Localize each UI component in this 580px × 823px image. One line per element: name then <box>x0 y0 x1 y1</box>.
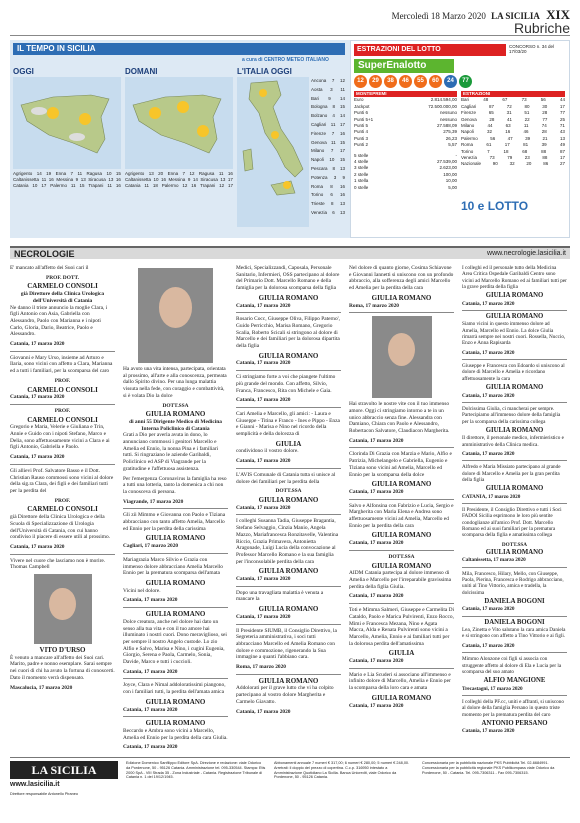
notice-separator <box>462 460 567 461</box>
notice-separator <box>462 402 567 403</box>
place-date: Catania, 17 marzo 2020 <box>349 658 404 665</box>
title-line: già Direttore della Clinica Urologica dell'Università di Catania <box>20 291 105 304</box>
place-date: Catania, 17 marzo 2020 <box>462 728 515 735</box>
diecielotto-logo: 10 e LOTTO <box>461 199 529 213</box>
notice-text: Gli allievi Prof. Salvatore Basso e il Dott. Christian Rauso commossi sono vicini al dolore della sig.ra Clara, dei figli e dei familiari tutti per la perdita del <box>10 467 114 494</box>
necrologie-label: NECROLOGIE <box>14 249 75 259</box>
notice-separator <box>349 550 454 551</box>
place-date: Catania, 17 marzo 2020 <box>349 702 404 709</box>
notice-separator <box>349 312 454 313</box>
obituary-column-1 <box>10 265 115 692</box>
notice-text: Ci stringiamo forte a voi che piangete l'ultimo più grande del mondo. Con affetto, Silvio, Franca, Francesco, Rita con Michele e Gaia. <box>236 374 336 394</box>
paper-name: LA SICILIA <box>491 11 540 21</box>
number-ball: 38 <box>384 75 397 88</box>
deceased-name: GIULIA ROMANO <box>145 697 206 706</box>
sun-icon <box>271 131 279 139</box>
lotto-contest: CONCORSO n. 34 del 17/03/20 <box>509 44 555 54</box>
deceased-name: GIULIA ROMANO <box>258 567 319 576</box>
place-date: Catania, 17 marzo 2020 <box>349 437 404 444</box>
notice-separator <box>236 514 341 515</box>
notice-text: Toti e Mimma Salmeri, Giuseppe e Carmelita Di Cataldo, Paolo e Marica Pulvirenti, Enzo Rocco, Mimi e Francesca Mezana, Nino e Agata Macca, Alda e Renata Pulvirenti sono vicini a Marcello, Amelia, Ennio e ai familiari tutti per la dolorosa perdita dell'amatissima <box>349 607 455 647</box>
place-date: Catania, 17 marzo 2020 <box>462 642 515 649</box>
notice-separator <box>462 310 567 311</box>
notice-text: Giuseppe e Francesca con Edoardo si uniscono al dolore di Marcello e Amelia e ricordano affettuosamente la cara <box>462 363 565 382</box>
place-date: Catania, 17 marzo 2020 <box>349 488 404 495</box>
header-rule <box>10 35 570 36</box>
place-date: Trecastagni, 17 marzo 2020 <box>462 685 523 692</box>
notice-text: già Direttore della Clinica Urologica e della Scuola di Specializzazione di Urologia dell'Università di Catania, con cui hanno condiviso il piacere di essere utili al prossimo. <box>10 514 111 541</box>
director-line: Direttore responsabile Antonello Piraneo <box>10 792 78 796</box>
deceased-name: GIULIA ROMANO <box>258 293 319 302</box>
deceased-name: GIULIA ROMANO <box>371 480 432 489</box>
place-date: Catania, 17 marzo 2020 <box>236 302 291 309</box>
notice-separator <box>462 359 567 360</box>
sun-icon <box>149 107 161 119</box>
deceased-name: GIULIA ROMANO <box>258 676 319 685</box>
notice-text: Dopo una travagliata malattia è venuta a mancare la <box>236 589 324 603</box>
deceased-name: GIULIA ROMANO <box>485 485 544 493</box>
title-line: DOTT.SSA <box>501 541 528 548</box>
notice-separator <box>10 554 115 555</box>
notice-separator <box>349 668 454 669</box>
notice-text: Nel dolore di quanto giorne, Cosima Schiavone e Giovanni Iannetti si uniscono con un profondo abbraccio, alla sofferenza degli amici Marcello ed Amelia per la perdita della cara <box>349 265 454 292</box>
deceased-name: GIULIA ROMANO <box>258 495 319 504</box>
notice-text: Vicini nel dolore. <box>123 587 161 594</box>
notice-text: Beccardo e Ambra sono vicini a Marcello, Amelia ed Ennio per la perdita della cara Giulia. <box>123 727 228 741</box>
place-date: Caltanissetta, 17 marzo 2020 <box>462 557 526 564</box>
footer-advertising: Concessionaria per la pubblicità nazionale PKS Pubblicità Tel. 02-6684991. Concessionaria per la pubblicità regionale PKS Publikompass viale Odorico da Pordenone, 50 - Catania. Tel. 095-7306311 - Fax 095-7306315. <box>422 761 555 775</box>
title-line: PROF. <box>54 497 71 504</box>
notice-text: Joyce, Clara e Nimal addoloratissimi piangono, con i familiari tutti, la perdita dell'amata amica <box>123 682 226 696</box>
notice-text: È venuto a mancare all'affetto dei Suoi cari. Marito, padre e nonno esemplare. Sarai sempre nei cuori di chi ha avuto la fortuna di conoscerti. Dato il momento verrà dispensato. <box>10 654 115 681</box>
footer-site: www.lasicilia.it <box>10 781 60 788</box>
notice-separator <box>236 370 341 371</box>
deceased-name: GIULIA ROMANO <box>485 549 544 557</box>
necrologie-bar <box>10 246 570 259</box>
portrait-photo <box>34 574 92 644</box>
place-date: Catania, 17 marzo 2020 <box>236 360 291 367</box>
notice-text: Grati a Dio per averla avuta in dono, lo annunciano commossi i genitori Marcello e Amelia ed Ennio, la nonna Pina e i familiari tutti. Si ringraziano le aziende Garibaldi, Policlinico ed ASP di Viagrande per la gratitudine e l'affettuosa assistenza. <box>123 432 219 472</box>
notice-separator <box>462 652 567 653</box>
place-date: Catania, 17 marzo 2020 <box>236 708 291 715</box>
place-date: Catania, 17 marzo 2020 <box>349 593 404 600</box>
superstar-ball: 77 <box>459 75 472 88</box>
notice-text: I colleghi Susanna Tadia, Giuseppe Bragantia, Stefano Selvaggio, Cinzia Manio, Angela Mazzo, Mariafrancesca Ronzitavelle, Valentina Riccio, Grazia Primavera, Antonietta Aragonade, Luigi Lucia della convocazione al Professor Marcello Romano e la sua famiglia per l'inconsolabile perdita della cara <box>236 518 339 565</box>
notice-text: Medici, Specializzandi, Caposala, Personale Sanitario, Infermieri, OSS partecipano al dolore del Primario Dott. Marcello Romano e della famiglia per la dolorosa scomparsa della figlia <box>236 265 340 292</box>
notice-text: Il Presidente SIUMB, il Consiglio Direttivo, la Segreteria amministrativa, i soci tutti abbracciano Marcello ed Amelia Romano con dolore e commozione, rigenerando la Sua immagine a quanti l'abbiano cara. <box>236 627 337 661</box>
notice-text: Per l'emergenza Coronavirus la famiglia ha reso a tutti una lotteria, tanto la domenica a chi non la conosceva di persona. <box>123 475 227 495</box>
title-line: DOTT.SSA <box>275 488 302 495</box>
notice-text: condividono il vostro dolore. <box>236 448 299 455</box>
title-line: PROF. <box>54 377 71 384</box>
notice-text: Vivere nel cuore che lasciamo non è morire. Thomas Campbell <box>10 557 106 571</box>
notice-separator <box>10 464 115 465</box>
city-temps: Agrigento 13 20 Enna 7 12 Ragusa 11 16 Caltanissetta 10 16 Messina 9 14 Siracusa 13 17 Catania 11 18 Palermo 12 16 Trapani 12 17 <box>125 171 233 188</box>
notice-separator <box>236 312 341 313</box>
number-ball: 12 <box>354 75 367 88</box>
place-date: Catania, 17 marzo 2020 <box>462 349 515 356</box>
notice-separator <box>123 607 228 608</box>
weather-box <box>10 40 348 238</box>
page-header <box>0 0 580 36</box>
title-line: PROF. <box>54 407 71 414</box>
notice-text: Mariagrazia Marco Silvio e Grazia con immenso dolore abbracciano Amelia Marcello Ennio per la prematura scomparsa dell'amata <box>123 556 223 577</box>
number-ball: 46 <box>399 75 412 88</box>
deceased-name: GIULIA ROMANO <box>485 292 544 300</box>
sun-icon <box>283 181 291 189</box>
place-date: Catania, 17 marzo 2020 <box>10 394 65 401</box>
notice-text: Alfredo e Maria Missiato partecipano al grande dolore di Marcello e Amelia per la gran perdita della figlia <box>462 464 561 483</box>
obituary-column-2 <box>123 265 228 752</box>
notice-text: Giovanni e Mary Urso, insieme ad Arturo e Ilaria, sono vicini con affetto a Clara, Marianna ed a tutti i familiari, per la scomparsa del caro <box>10 354 113 375</box>
title-line: DOTT.SSA <box>162 402 189 409</box>
page-number: XIX <box>546 7 570 22</box>
place-date: Catania, 17 marzo 2020 <box>236 613 291 620</box>
deceased-name: VITO D'URSO <box>39 646 86 655</box>
footer-subscriptions: Abbonamenti annuale 7 numeri € 317,00; 6 numeri € 280,00; 5 numeri € 248,00. Arretrati: il doppio del prezzo di copertina. C.c.p. 316950 intestato a Amministrazione Quotidiano La Sicilia. Banca Unicredit, viale Odorico da Pordenone, 50 - 95126 Catania. <box>274 761 410 780</box>
notice-separator <box>236 624 341 625</box>
notice-separator <box>10 351 115 352</box>
deceased-name: DANIELA BOGONI <box>484 618 545 626</box>
place-date: Catania, 17 marzo 2020 <box>236 504 291 511</box>
deceased-name: GIULIA ROMANO <box>258 351 319 360</box>
notice-text: Dolcissima Giulia, ci mancherai per sempre. Partecipiamo all'immenso dolore della famiglia per la scomparsa della carissima collega <box>462 405 561 425</box>
cloud-icon <box>31 107 47 115</box>
title-line: di anni 55 Dirigente Medico di Medicina Interna Policlinico di Catania <box>129 418 222 432</box>
portrait-photo <box>372 316 432 398</box>
notice-text: Clorinda Di Grazia con Marzia e Mario, Alfio e Patrizia, Michelangelo e Gabriella, Eugenio e Tiziana sono vicini ad Amelia, Marcello ed Ennio per la scomparsa della dolce <box>349 451 452 478</box>
notice-separator <box>123 553 228 554</box>
notice-separator <box>349 499 454 500</box>
notice-separator <box>462 567 567 568</box>
jolly-ball: 24 <box>444 75 457 88</box>
deceased-name: GIULIA <box>388 649 415 658</box>
notice-text: Addolorati per il grave lutto che vi ha colpito partecipano al vostro dolore Margherita e Carmelo Giavatto. <box>236 685 334 705</box>
notice-text: Mario e Lia Scuderi si associano all'immenso e infinito dolore di Marcello, Amelia e Ennio per la scomparsa della loro cara e amata <box>349 671 451 692</box>
notice-separator <box>236 586 341 587</box>
weather-title: IL TEMPO IN SICILIA <box>13 43 345 55</box>
place-date: Viagrande, 17 marzo 2020 <box>123 498 184 505</box>
notice-text: Mila, Francesco, Hilary, Mello, con Giuseppe, Paola, Pierina, Francesca e Rodrigo abbracciano, uniti al Tino Vittorio, amica e tradella, la dolcissima <box>462 570 564 596</box>
notice-text: Ha avuto una vita intensa, partecipata, orientata al prossimo, all'arte e alla conoscenza, permeata dallo Spirito divino. Per una lunga malattia vissuta nella fede, con coraggio e combattività, si è volata Dio la dolce <box>123 366 227 399</box>
notice-separator <box>123 678 228 679</box>
deceased-name: GIULIA ROMANO <box>485 426 544 434</box>
notice-text: Siamo vicini in questo immenso dolore ad Amelia, Marcello ed Ennio. La dolce Giulia rimarrà sempre nei nostri cuori. Rossella, Nuccio, Enzo e Anna Rapisarda <box>462 321 566 347</box>
weather-panel-tomorrow <box>125 67 233 235</box>
title-line: DOTT.SSA <box>388 553 415 560</box>
weather-sponsor: a cura di CENTRO METEO ITALIANO <box>242 57 329 63</box>
portrait-photo <box>138 268 213 363</box>
deceased-name: GIULIA <box>275 439 302 448</box>
notice-text: L'AVIS Comunale di Catania tutta si unisce al dolore dei familiari per la perdita della <box>236 471 336 485</box>
deceased-name: GIULIA ROMANO <box>371 561 432 570</box>
sicily-map <box>125 77 233 169</box>
deceased-name: GIULIA ROMANO <box>145 578 206 587</box>
superenalotto-logo: SuperEnalotto <box>354 59 454 73</box>
sun-icon <box>177 101 189 113</box>
title-line: PROF. DOTT. <box>45 274 80 281</box>
italy-city-temps: Ancona 7 12 Aosta 3 11 Bari 9 14 Bologna 8 15 Bolzano 4 14 Cagliari 11 17 Firenze 7 16 Genova 11 15 Milano 7 17 Napoli 10 15 Pescara 8 13 Potenza 3 9 Roma 8 16 Torino 6 16 Trieste 8 13 Venezia 6 13 <box>311 78 345 215</box>
obituary-column-5 <box>462 265 567 736</box>
sun-icon <box>197 125 209 137</box>
place-date: Catania, 17 marzo 2020 <box>236 458 291 465</box>
city-temps: Agrigento 14 19 Enna 7 11 Ragusa 10 15 Caltanissetta 11 16 Messina 9 13 Siracusa 13 16 Catania 10 17 Palermo 11 15 Trapani 11 16 <box>13 171 121 188</box>
panel-title: OGGI <box>13 67 34 76</box>
notice-text: Il direttore, il personale medico, infermieristico e amministrativo della Clinica medica. <box>462 435 564 448</box>
notice-text: AIDM Catania partecipa al dolore immenso di Amelia e Marcello per l'irreparabile gravissima perdita della figlia Giulia. <box>349 570 452 590</box>
lotto-title: ESTRAZIONI DEL LOTTO <box>354 44 506 56</box>
estrazioni-table: ESTRAZIONI Bari 48 67 73 56 44 Cagliari 87 72 80 30 17 Firenze 65 31 51 28 77 Genova 28 41 22 77 25 Milano 44 63 11 74 71 Napoli 32 16 46 28 43 Palermo 56 47 39 21 13 Roma 61 17 81 39 49 Torino 7 18 68 88 87 Venezia 73 79 23 88 17 Nazionale 90 32 20 86 27 <box>461 91 565 167</box>
place-date: CATANIA, 17 marzo 2020 <box>462 493 521 500</box>
necrologie-site: www.necrologie.lasicilia.it <box>487 250 566 257</box>
panel-title: DOMANI <box>125 67 158 76</box>
notice-separator <box>236 468 341 469</box>
deceased-name: CARMELO CONSOLI <box>27 505 98 514</box>
notice-separator <box>462 695 567 696</box>
place-date: Catania, 17 marzo 2020 <box>123 668 178 675</box>
notice-separator <box>462 503 567 504</box>
notice-text: Salvo e Alfonsina con Fabrizio e Lucia, Sergio e Margherita con Maria Elena e Andrea sono affettuosamente vicini ad Amelia, Marcello ed Ennio per la perdita della cara <box>349 502 454 529</box>
notice-separator <box>236 407 341 408</box>
place-date: Roma, 17 marzo 2020 <box>236 664 287 671</box>
cloud-icon <box>69 133 85 141</box>
deceased-name: DANIELA BOGONI <box>484 598 545 606</box>
panel-title: L'ITALIA OGGI <box>237 67 292 76</box>
sun-icon <box>47 107 59 119</box>
place-date: Catania, 17 marzo 2020 <box>10 454 65 461</box>
section-title: Rubriche <box>513 20 570 36</box>
place-date: Mascalucia, 17 marzo 2020 <box>10 684 73 691</box>
notice-separator <box>236 674 341 675</box>
footer-imprint: Edizione Domenico Sanfilippo Editore SpA. Direzione e redazione: viale Odorico da Pordenone, 50 - 95126 Catania. Amministrazione tel. 095-330544. Stampa: Etis 2000 SpA - VIII Strada 35 - Zona Industriale - Catania. Registrazione Tribunale di Catania n. 1 del 19/12/1945. <box>126 761 266 780</box>
info-band <box>10 40 570 238</box>
notice-text: Lea, Zinetta e Vito salutano la cara amica Daniela e si stringono con affetto a Tino Vittorio e ai figli. <box>462 627 566 640</box>
deceased-name: CARMELO CONSOLI <box>27 282 98 291</box>
deceased-name: ANTONIO PERSANO <box>481 719 548 727</box>
notice-text: Mimmo Alonzone coi figli si associa con struggente affetto al dolore di Ela e Lucia per la scomparsa del suo amato <box>462 656 562 675</box>
place-date: Catania, 17 marzo 2020 <box>123 744 178 751</box>
deceased-name: GIULIA ROMANO <box>145 719 206 728</box>
notice-separator <box>349 603 454 604</box>
deceased-name: ALFIO MANGIONE <box>483 677 546 685</box>
deceased-name: GIULIA ROMANO <box>145 410 206 419</box>
place-date: Catania, 17 marzo 2020 <box>10 543 65 550</box>
place-date: Catania, 17 marzo 2020 <box>349 540 404 547</box>
place-date: Catania, 17 marzo 2020 <box>10 341 65 348</box>
notice-text: Il Presidente, il Consiglio Direttivo e tutti i Soci FADOI Sicilia esprimono le loro più sentite condoglianze all'amico Prof. Dott. Marcello Romano ed ai suoi familiari per la prematura scomparsa della figlia e amatissima collega <box>462 506 562 539</box>
place-date: Catania, 17 marzo 2020 <box>123 706 178 713</box>
place-date: Catania, 17 marzo 2020 <box>123 597 178 604</box>
notice-text: Hai stravolto le nostre vite con il tuo immenso amore. Oggi ci stringiamo intorno a te in un unico abbraccio senza fine. Alessandra con Damiano, Chiara con Paolo e Alessandro, Robertacon Salvatore, Claudiacon Margherita. <box>349 401 450 435</box>
place-date: Cagliari, 17 marzo 2020 <box>123 543 179 550</box>
sicily-map <box>13 77 121 169</box>
deceased-name: GIULIA ROMANO <box>485 313 544 321</box>
number-ball: 55 <box>414 75 427 88</box>
place-date: Catania, 17 marzo 2020 <box>236 397 291 404</box>
notice-separator <box>462 616 567 617</box>
deceased-name: GIULIA ROMANO <box>371 531 432 540</box>
winning-numbers <box>354 75 472 88</box>
face-shape <box>159 287 193 328</box>
deceased-name: GIULIA ROMANO <box>145 610 206 619</box>
notice-text: Gregorio e Maria, Velerie e Giuliana e Trin, Annie e Guido con i nipoti Stefano, Marco e Delia, sono affettuosamente vicini a Clara e ai figli Antonio, Gabriella e Paolo. <box>10 424 110 451</box>
notice-text: Dolce creatura, anche nel dolore hai dato un senso alla tua vita e con il tuo amore hai illuminato i nostri cuori. Dono meraviglioso, sei per sempre il nostro Angelo custode. Lo zio Alfio e Salvo, Marisa e Nino, i cugini Eugenia, Giorgio, Serena e Paola, Carmelo, Sonia, Davide, Marco e tutti i cuccioli. <box>123 618 227 666</box>
place-date: Catania, 17 marzo 2020 <box>462 392 515 399</box>
footer-logo: LA SICILIA <box>10 761 118 779</box>
place-date: Catania, 17 marzo 2020 <box>236 576 291 583</box>
deceased-name: CARMELO CONSOLI <box>27 415 98 424</box>
weather-panel-italy <box>237 67 345 235</box>
notice-text: Gli zii Mimmo e Giovanna con Paolo e Tiziana abbracciano con tanto affetto Amelia, Marcello ed Ennio per la perdita della carissima <box>123 512 226 532</box>
notice-text: Rosario Cocc, Giuseppe Oliva, Filippo Paterno', Guido Perricchio, Marisa Romano, Gregorio Scalia, Roberto Scicali si stringono al dolore di Marcello e dei familiari per la dolorosa dipartita della figlia <box>236 316 340 350</box>
deceased-name: GIULIA ROMANO <box>258 605 319 614</box>
face-shape <box>49 588 75 620</box>
notice-text: E' mancato all'affetto dei Suoi cari il <box>10 265 89 271</box>
notice-text: I colleghi della PF.cc, uniti e affranti, si uniscono al dolore della famiglia Persano in questo triste momento per la prematura perdita del caro <box>462 698 564 718</box>
notice-text: I colleghi ed il personale tutto della Medicina Area Critica Ospedale Garibaldi Centro sono vicini ad Marcello Romano ed ai familiari tutti per la grave perdita della figlia <box>462 265 567 291</box>
face-shape <box>388 333 415 366</box>
weather-panel-today <box>13 67 121 235</box>
place-date: Catania, 17 marzo 2020 <box>462 606 515 613</box>
deceased-name: GIULIA ROMANO <box>371 293 432 302</box>
sun-icon <box>79 113 91 125</box>
obituary-column-4 <box>349 265 454 710</box>
italy-map <box>237 77 309 227</box>
issue-date: Mercoledì 18 Marzo 2020 <box>391 11 486 21</box>
number-ball: 29 <box>369 75 382 88</box>
place-date: Catania, 17 marzo 2020 <box>462 300 515 307</box>
notice-text: Cari Amelia e Marcello, gli amici: - Laura e Giuseppe - Titina e Franco - Ines e Pippo - Enza e Gianni - Marisa e Nino nel ricordo della semplicità e della dolcezza di <box>236 410 340 438</box>
deceased-name: GIULIA ROMANO <box>485 384 544 392</box>
lotto-box <box>350 40 570 238</box>
deceased-name: GIULIA ROMANO <box>145 534 206 543</box>
sun-icon <box>259 89 267 97</box>
notice-separator <box>349 447 454 448</box>
deceased-name: GIULIA ROMANO <box>371 693 432 702</box>
diecielotto-box <box>461 199 565 235</box>
notice-separator <box>123 508 228 509</box>
deceased-name: CARMELO CONSOLI <box>27 385 98 394</box>
notice-separator <box>123 716 228 717</box>
montepremi-table: MONTEPREMI Euro 2.814.594,00 Jackpot 72.500.000,00 Punti 6 nessuno Punti 5+1 nessuno Punti 5 27.588,09 Punti 4 275,39 Punti 3 26,23 Punti 2 5,57 5 stelle - 4 stelle 27.539,00 3 stelle 2.623,00 2 stelle 100,00 1 stella 10,00 0 stelle 5,00 <box>354 91 457 190</box>
place-date: Catania, 17 marzo 2020 <box>462 450 515 457</box>
footer <box>10 757 570 817</box>
obituary-column-3 <box>236 265 341 716</box>
notice-text: Ne danno il triste annuncio la moglie Clara, i figli Antonio con Asia, Gabriella con Alessandro, Paolo con Marianna e i nipoti Carlo, Gloria, Dario, Beatrice, Paolo e Alessandro. <box>10 304 108 338</box>
notice-separator <box>10 404 115 405</box>
place-date: Roma, 17 marzo 2020 <box>349 302 400 309</box>
number-ball: 60 <box>429 75 442 88</box>
